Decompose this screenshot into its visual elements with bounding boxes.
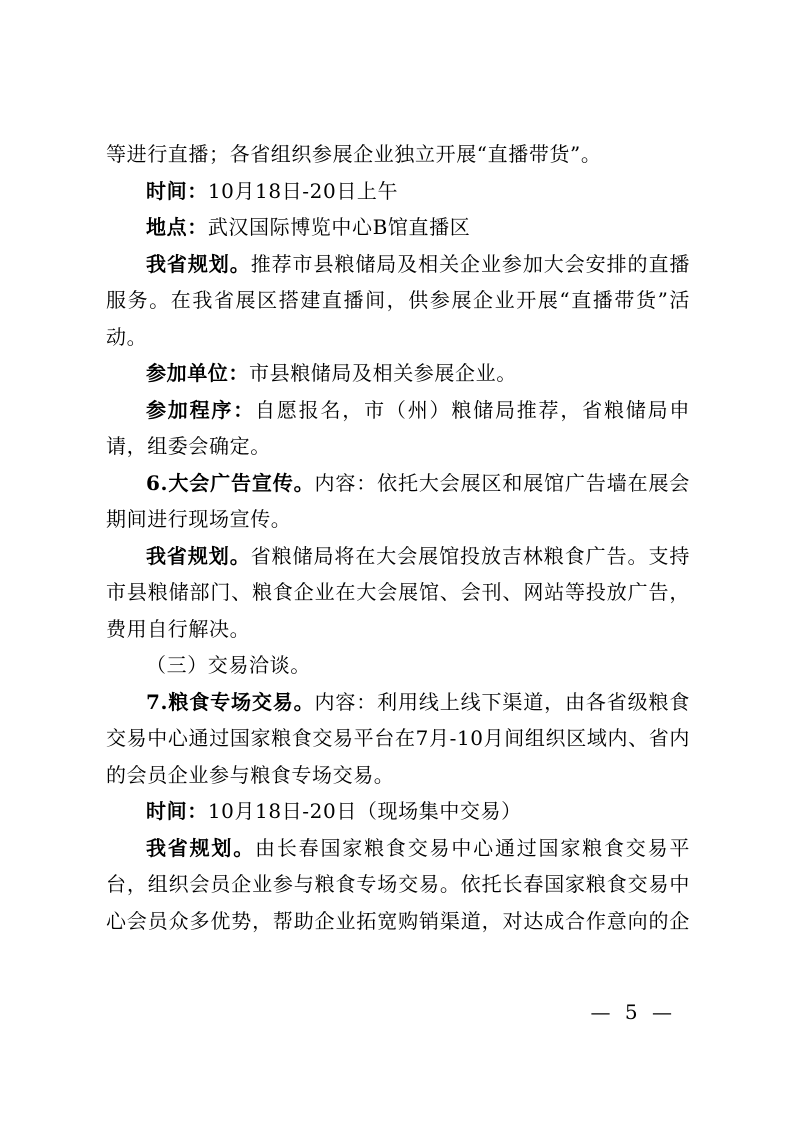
paragraph-7-head: 6.大会广告宣传。: [146, 470, 315, 495]
paragraph-5-head: 参加单位：: [146, 361, 249, 385]
paragraph-2-head: 时间：: [146, 178, 208, 203]
section-heading: （三）交易洽谈。: [146, 653, 311, 677]
paragraph-4-head: 我省规划。: [146, 251, 251, 276]
paragraph-11-head: 时间：: [146, 799, 208, 823]
paragraph-12-text: 由长春国家粮食交易中心通过国家粮食交易平台，组织会员企业参与粮食专场交易。依托长春国家粮食交易中心会员众多优势，帮助企业拓宽购销渠道，对达成合作意向的企: [106, 835, 691, 933]
paragraph-8: [106, 538, 690, 648]
paragraph-9: [106, 647, 690, 684]
paragraph-7-text: 内容：依托大会展区和展馆广告墙在展会期间进行现场宣传。: [106, 470, 690, 531]
paragraph-12-head: 我省规划。: [146, 835, 256, 860]
paragraph-2: [106, 173, 690, 210]
paragraph-5-text: 市县粮储局及相关参展企业。: [249, 361, 517, 385]
page-number: — 5 —: [590, 1000, 676, 1024]
paragraph-1-text: 等进行直播；各省组织参展企业独立开展“直播带货”。: [106, 142, 602, 166]
paragraph-11-text: 10月18日-20日（现场集中交易）: [207, 799, 522, 823]
paragraph-10-text: 内容：利用线上线下渠道，由各省级粮食交易中心通过国家粮食交易平台在7月-10月间组织区域内、省内的会员企业参与粮食专场交易。: [106, 689, 690, 787]
paragraph-3-text: 武汉国际博览中心B馆直播区: [207, 215, 471, 239]
paragraph-8-head: 我省规划。: [146, 543, 251, 568]
paragraph-10-head: 7.粮食专场交易。: [146, 689, 315, 714]
paragraph-3-head: 地点：: [146, 215, 208, 239]
paragraph-6-head: 参加程序：: [146, 397, 256, 422]
paragraph-10: [106, 684, 690, 794]
paragraph-1: [106, 136, 690, 173]
paragraph-5: [106, 355, 690, 392]
paragraph-3: [106, 209, 690, 246]
paragraph-4-text: 推荐市县粮储局及相关企业参加大会安排的直播服务。在我省展区搭建直播间，供参展企业开展“直播带货”活动。: [106, 251, 690, 349]
paragraph-7: [106, 465, 690, 538]
paragraph-8-text: 省粮储局将在大会展馆投放吉林粮食广告。支持市县粮储部门、粮食企业在大会展馆、会刊、网站等投放广告，费用自行解决。: [106, 543, 690, 641]
paragraph-4: [106, 246, 690, 356]
paragraph-11: [106, 793, 690, 830]
paragraph-2-text: 10月18日-20日上午: [207, 178, 399, 203]
paragraph-6: [106, 392, 690, 465]
paragraph-12: [106, 830, 690, 940]
paragraph-6-text: 自愿报名，市（州）粮储局推荐，省粮储局申请，组委会确定。: [106, 397, 691, 458]
